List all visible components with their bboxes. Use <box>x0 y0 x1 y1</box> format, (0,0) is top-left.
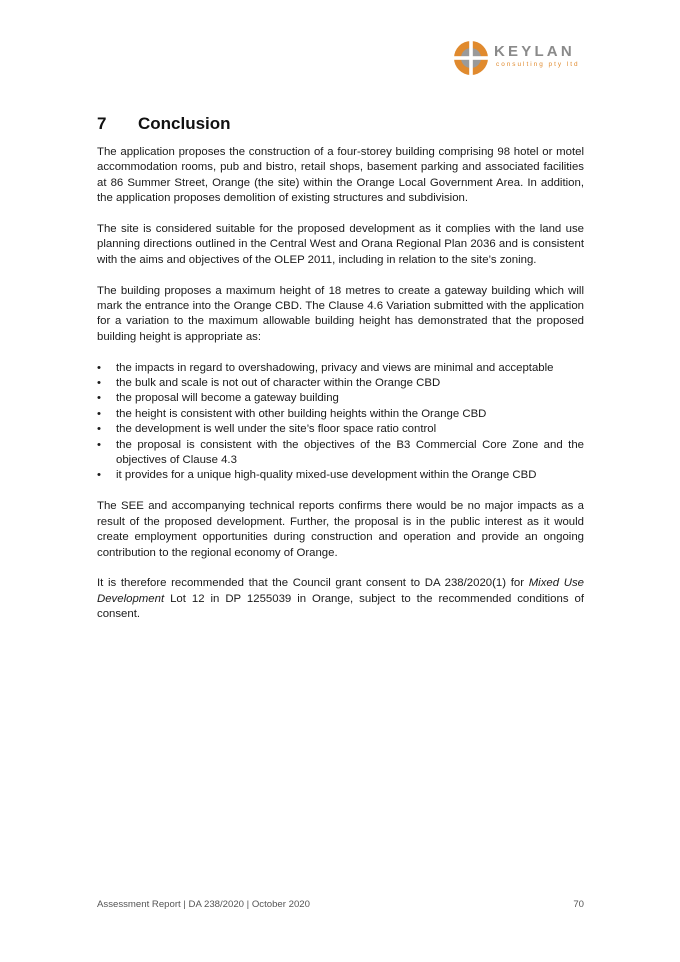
list-item-text: the development is well under the site’s floor space ratio control <box>116 423 437 436</box>
bullet-glyph: • <box>97 438 101 451</box>
keylan-logo-icon <box>453 40 489 76</box>
list-item <box>97 422 584 437</box>
paragraph: The SEE and accompanying technical reports confirms there would be no major impacts as a result of the proposed development. Further, the proposal is in the public interest as it would create employment opportunities during construction and operation and provide an ongoing contribution to the regional economy of Orange. <box>97 500 584 559</box>
list-item-text: it provides for a unique high-quality mixed-use development within the Orange CBD <box>116 469 537 482</box>
bullet-glyph: • <box>97 469 101 482</box>
list-item <box>97 361 584 376</box>
recommendation-italic: Mixed Use Development <box>97 577 584 605</box>
list-item-text: the proposal is consistent with the objectives of the B3 Commercial Core Zone and the objectives of Clause 4.3 <box>116 438 584 467</box>
paragraph: The building proposes a maximum height of 18 metres to create a gateway building which will mark the entrance into the Orange CBD. The Clause 4.6 Variation submitted with the application for a variation to the maximum allowable building height has demonstrated that the proposed building height is appropriate as: <box>97 284 584 343</box>
list-item <box>97 391 584 406</box>
bullet-glyph: • <box>97 361 101 374</box>
list-item-text: the impacts in regard to overshadowing, privacy and views are minimal and acceptable <box>116 361 554 374</box>
recommendation-paragraph <box>97 576 584 622</box>
list-item <box>97 376 584 391</box>
paragraph: The site is considered suitable for the proposed development as it complies with the land use planning directions outlined in the Central West and Orana Regional Plan 2036 and is consistent with the aims and objectives of the OLEP 2011, including in relation to the site’s zoning. <box>97 223 584 266</box>
list-item-text: the bulk and scale is not out of character within the Orange CBD <box>116 377 441 390</box>
list-item <box>97 438 584 469</box>
bullet-glyph: • <box>97 407 101 420</box>
section-heading <box>97 114 231 134</box>
bullet-glyph: • <box>97 392 101 405</box>
paragraph: The application proposes the construction of a four-storey building comprising 98 hotel or motel accommodation rooms, pub and bistro, retail shops, basement parking and associated facilities at 86 Summer Street, Orange (the site) within the Orange Local Government Area. In addition, the application proposes demolition of existing structures and subdivision. <box>97 146 584 205</box>
section-number: 7 <box>97 114 107 133</box>
recommendation-text: It is therefore recommended that the Council grant consent to DA 238/2020(1) for <box>97 577 529 590</box>
bullet-glyph: • <box>97 423 101 436</box>
logo-tagline: consulting pty ltd <box>496 61 580 68</box>
justification-list <box>97 361 584 484</box>
recommendation-text-end: Lot 12 in DP 1255039 in Orange, subject to the recommended conditions of consent. <box>97 592 584 621</box>
list-item-text: the proposal will become a gateway building <box>116 392 339 405</box>
section-title: Conclusion <box>138 114 231 133</box>
body-text <box>97 145 584 638</box>
logo-wordmark: KEYLAN <box>494 43 575 60</box>
footer-report-info: Assessment Report | DA 238/2020 | October 2020 <box>97 899 310 910</box>
list-item-text: the height is consistent with other building heights within the Orange CBD <box>116 407 487 420</box>
list-item <box>97 407 584 422</box>
bullet-glyph: • <box>97 377 101 390</box>
list-item <box>97 468 584 483</box>
keylan-logo <box>453 40 588 76</box>
page-number: 70 <box>573 899 584 910</box>
